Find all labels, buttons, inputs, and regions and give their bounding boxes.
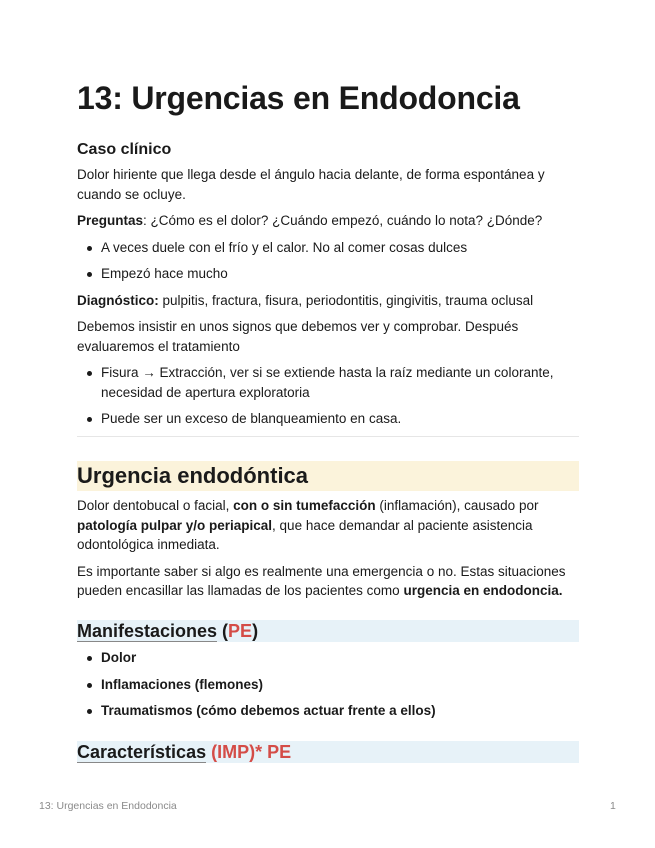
list-item: Puede ser un exceso de blanqueamiento en casa.: [77, 409, 579, 429]
paren-open: (: [217, 621, 229, 641]
page-number: 1: [610, 800, 616, 812]
item-text: Traumatismos (cómo debemos actuar frente a ellos): [101, 703, 436, 718]
manifestaciones-list: [77, 648, 579, 721]
bold-run: con o sin tumefacción: [233, 498, 376, 513]
list-item: [77, 701, 579, 721]
insistir-paragraph: Debemos insistir en unos signos que debemos ver y comprobar. Después evaluaremos el tratamiento: [77, 319, 519, 354]
text-run: (inflamación), causado por: [375, 498, 539, 513]
page-title: 13: Urgencias en Endodoncia: [77, 80, 520, 116]
bold-run: urgencia en endodoncia.: [403, 583, 563, 598]
diagnostico-label: Diagnóstico:: [77, 292, 159, 308]
list-item: Fisura → Extracción, ver si se extiende hasta la raíz mediante un colorante, necesidad de apertura exploratoria: [77, 363, 579, 402]
text-run: Dolor dentobucal o facial,: [77, 498, 234, 513]
caso-clinico-heading: Caso clínico: [77, 141, 172, 158]
fisura-list: [77, 363, 579, 429]
preguntas-text: : ¿Cómo es el dolor? ¿Cuándo empezó, cuándo lo nota? ¿Dónde?: [143, 213, 543, 228]
pe-tag: PE: [228, 621, 253, 641]
manifestaciones-title: Manifestaciones: [77, 621, 218, 641]
list-item: Empezó hace mucho: [77, 264, 579, 284]
bold-run: patología pulpar y/o periapical: [77, 517, 273, 533]
caracteristicas-title: Características: [77, 742, 207, 762]
item-text: Dolor: [101, 650, 137, 665]
preguntas-label: Preguntas: [77, 213, 144, 228]
list-item: [77, 675, 579, 695]
footer-title: 13: Urgencias en Endodoncia: [39, 800, 177, 812]
imp-pe-tag: (IMP)* PE: [206, 742, 292, 762]
urgencia-section: [77, 496, 579, 601]
diagnostico-text: pulpitis, fractura, fisura, periodontitis, gingivitis, trauma oclusal: [158, 292, 534, 308]
list-item: A veces duele con el frío y el calor. No al comer cosas dulces: [77, 238, 579, 258]
urgencia-heading: Urgencia endodóntica: [77, 461, 579, 491]
diagnostico-paragraph: [77, 291, 579, 311]
symptoms-list: [77, 238, 579, 284]
text-run: , que hace demandar al paciente asistencia odontológica inmediata.: [77, 517, 533, 552]
manifestaciones-heading: [77, 620, 579, 642]
preguntas-paragraph: [77, 211, 579, 231]
urgencia-importance: [77, 562, 579, 601]
section-divider: [77, 436, 579, 437]
caso-description: Dolor hiriente que llega desde el ángulo hacia delante, de forma espontánea y cuando se ocluye.: [77, 167, 545, 202]
text-run: Es importante saber si algo es realmente una emergencia o no. Estas situaciones pueden encasillar las llamadas de los pacientes como: [77, 563, 566, 598]
paren-close: ): [252, 621, 259, 641]
caso-clinico-section: [77, 140, 579, 429]
urgencia-definition: [77, 496, 579, 555]
list-item: [77, 648, 579, 668]
item-text: Inflamaciones (flemones): [101, 676, 264, 692]
manifestaciones-section: [77, 648, 579, 721]
caracteristicas-heading: [77, 741, 579, 763]
